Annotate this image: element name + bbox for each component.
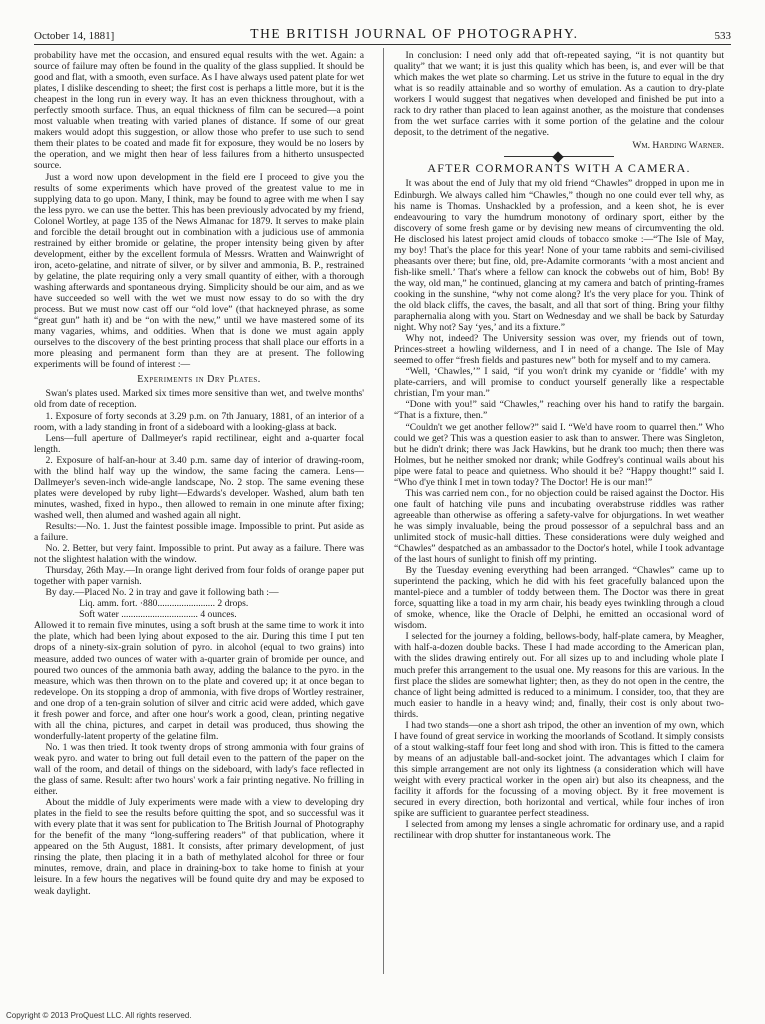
paragraph: About the middle of July experiments were made with a view to developing dry plates in the field to see the results before quitting the spot, and so successful was it with every plate that it was sent for publication to The British Journal of Photography for the benefit of the many “long-suffering readers” of that publication, where it appeared on the 5th August, 1881. It consists, after primary development, of just rinsing the plate, then placing it in a bath of methylated alcohol for three or four minutes, remove, drain, and place in draining-box to take home to finish at your leisure. In a few hours the negatives will be found quite dry and may be exposed to weak daylight. bbox=[34, 797, 364, 897]
paragraph: Allowed it to remain five minutes, using a soft brush at the same time to work it into the plate, which had been lying about exposed to the air. During this time I put ten drops of a ninety-six-grain solution of pyro. in alcohol (equal to two grains) into measure, added two ounces of water with a-quarter grain of bromide per ounce, and poured two ounces of the ammonia bath away, adding the balance to the pyro. in the measure, which was then thrown on to the plate and covered up; it at once began to redevelope. On its stopping a drop of ammonia, with five drops of Wortley restrainer, and one drop of a ten-grain solution of silver and citric acid were added, which gave it fresh power and force, and after one hour's work a good, clean, printing negative with all the china, pictures, and carpet in detail was produced, thus showing the wonderfully-latent property of the gelatine film. bbox=[34, 620, 364, 742]
paragraph: 1. Exposure of forty seconds at 3.29 p.m. on 7th January, 1881, of an interior of a room, with a lady standing in front of a sideboard with a looking-glass at back. bbox=[34, 410, 364, 433]
paragraph: Results:—No. 1. Just the faintest possible image. Impossible to print. Put aside as a failure. bbox=[34, 520, 364, 544]
column-divider bbox=[383, 48, 384, 974]
right-column bbox=[394, 50, 724, 975]
paragraph: 2. Exposure of half-an-hour at 3.40 p.m. same day of interior of drawing-room, with the blind half way up the window, the same facing the camera. Lens—Dallmeyer's seven-inch wide-angle landscape, No. 2 stop. The same evening these plates were developed by ruby light—Edwards's developer. Washed, alum bath ten minutes, washed, fixed in hypo., then allowed to remain in one minute after fixing; washed well, then alumed and washed again all night. bbox=[34, 454, 364, 521]
article-headline: AFTER CORMORANTS WITH A CAMERA. bbox=[427, 161, 691, 176]
recipe-line: Liq. amm. fort. ·880........................ 2 drops. bbox=[79, 598, 249, 610]
paragraph: By day.—Placed No. 2 in tray and gave it following bath :— bbox=[45, 587, 279, 599]
paragraph: Why not, indeed? The University session was over, my friends out of town, Princes-street a howling wilderness, and I in need of a change. The Isle of May seemed to offer “fresh fields and pastures new” both for myself and to my camera. bbox=[394, 333, 724, 367]
header-date: October 14, 1881] bbox=[34, 30, 115, 42]
header-title: THE BRITISH JOURNAL OF PHOTOGRAPHY. bbox=[250, 26, 579, 41]
paragraph: Thursday, 26th May.—In orange light derived from four folds of orange paper put together with paper varnish. bbox=[34, 565, 364, 588]
recipe-line: Soft water ................................ 4 ounces. bbox=[79, 609, 237, 621]
paragraph: By the Tuesday evening everything had been arranged. “Chawles” came up to superintend the packing, which he did with his feet gracefully balanced upon the mantel-piece and a tumbler of toddy between them. The Doctor was there in great force, squatting like a toad in my arm chair, his beady eyes twinkling through a cloud of smoke, whence, like the Oracle of Delphi, he emitted an occasional word of wisdom. bbox=[394, 565, 724, 632]
paragraph: “Well, ‘Chawles,’” I said, “if you won't drink my cyanide or ‘fiddle’ with my plate-carriers, and will promise to conduct yourself generally like a respectable christian, I'm your man.” bbox=[394, 366, 724, 400]
paragraph: In conclusion: I need only add that oft-repeated saying, “it is not quantity but quality” that we want; it is just this quality which has been, is, and ever will be that which makes the wet plate so charming. Let us strive in the future to equal in the dry what is so readily attainable and so worthy of emulation. As a caution to dry-plate workers I would suggest that negatives when developed and finished be put into a rack to dry rather than placed to lean against another, as the moisture that condenses from the wet surface carries with it some portion of the gelatine and the colour deposit, to the detriment of the negative. bbox=[394, 50, 724, 139]
ornament-divider bbox=[504, 156, 614, 157]
paragraph: No. 1 was then tried. It took twenty drops of strong ammonia with four grains of weak pyro. and water to bring out full detail even to the pattern of the paper on the wall of the room, and detail of things on the sideboard, with lady's face reflected in the glass of same. Result: after two hours' work a fair printing negative. No frilling in either. bbox=[34, 741, 364, 798]
paragraph: probability have met the occasion, and ensured equal results with the wet. Again: a source of failure may often be found in the quality of the glass supplied. It should be good and flat, with a smooth, even surface. As I have always used patent plate for wet plates, I dislike descending to sheet; the first cost is perhaps a little more, but it is the cheapest in the long run in every way. It has an even thickness throughout, with a perfectly smooth surface. Thus, an equal thickness of film can be secured—a point most valuable when treating with varied planes of distance. If some of our great makers would adopt this suggestion, or allow those who prefer to use such to send them their plates to be coated and made fit for exposure, they would be no losers by the operation, and we might then hear of less failures from a hitherto unsuspected source. bbox=[34, 50, 364, 172]
paragraph: “Done with you!” said “Chawles,” reaching over his hand to ratify the bargain. “That is a fixture, then.” bbox=[394, 399, 724, 422]
running-header bbox=[34, 20, 731, 45]
paragraph: Lens—full aperture of Dallmeyer's rapid rectilinear, eight and a-quarter focal length. bbox=[34, 432, 364, 455]
paragraph: This was carried nem con., for no objection could be raised against the Doctor. His one fault of hatching vile puns and incubating overabstruse riddles was rather agreeable than otherwise as offering a safety-valve for objurgations. In wet weather he was simply invaluable, being the proud possessor of a sepulchral bass and an unlimited stock of music-hall ditties. These considerations were duly weighed and “Chawles” despatched as an ambassador to the Doctor's hotel, while I took advantage of the last hours of sunlight to finish off my printing. bbox=[394, 487, 724, 566]
paragraph: I selected for the journey a folding, bellows-body, half-plate camera, by Meagher, with half-a-dozen double backs. These I had made according to the American plan, with the slides drawing entirely out. For all sizes up to and including whole plate I much prefer this arrangement to the usual one. My reasons for this are various. In the first place the slides are somewhat lighter; then, as they do not open in the centre, the chance of light being admitted is reduced to a minimum. I consider, too, that they are much easier to handle in a heavy wind; and, finally, their cost is only about two-thirds. bbox=[394, 631, 724, 720]
copyright-footer: Copyright © 2013 ProQuest LLC. All rights reserved. bbox=[6, 1011, 192, 1020]
paragraph: I had two stands—one a short ash tripod, the other an invention of my own, which I have found of great service in working the moorlands of Scotland. It simply consists of a stout walking-staff four feet long and shod with iron. This is fitted to the camera by means of an adjustable ball-and-socket joint. The advantages which I claim for this simple arrangement are not only its lightness (a consideration which will have weight with every practical worker in the open air) but also its cheapness, and the facility it affords for the focussing of a moving object. By it free movement is secured in every direction, both horizontal and vertical, while four inches of iron spike are sufficient to guarantee perfect steadiness. bbox=[394, 719, 724, 820]
paragraph: I selected from among my lenses a single achromatic for ordinary use, and a rapid rectilinear with drop shutter for instantaneous work. The bbox=[394, 819, 724, 842]
left-column bbox=[34, 50, 364, 975]
author-signature: Wm. Harding Warner. bbox=[632, 140, 724, 152]
paragraph: Just a word now upon development in the field ere I proceed to give you the results of some experiments which have proved of the greatest value to me in supplying data to go upon. Many, I think, may be found to agree with me when I say the less pyro. we can use the better. This has been previously advocated by my friend, Colonel Wortley, at page 135 of the News Almanac for 1879. It serves to make plain and forcible the detail brought out in combination with a judicious use of ammonia restrained by either bromide or gelatine, the proper intensity being given by after development, either by the excellent formula of Messrs. Wratten and Wainwright of iron, aceto-gelatine, and nitrate of silver, or by silver and ammonia, B. P., restrained by gelatine, the plate requiring only a very small quantity of either, with a thorough washing afterwards and spontaneous drying. Simplicity should be our aim, and as we have succeeded so well with the wet we must now essay to do so with the dry process. But we must now cast off our “old love” (that hackneyed phrase, as some “great gun” hath it) and be “on with the new,” until we have mastered some of its many vagaries, whims, and oddities. When that is done we must again apply ourselves to the discovery of the best printing process that shall place our efforts in a more pleasing and permanent form than they are at present. The following experiments will be found of interest :— bbox=[34, 171, 364, 371]
paragraph: “Couldn't we get another fellow?” said I. “We'd have room to quarrel then.” Who could we get? This was a question easier to ask than to answer. There was Singleton, but he didn't drink; there was Jack Hawkins, but he drank too much; then there was Holmes, but he neither smoked nor drank; while Godfrey's continual wails about his pipe were fatal to peace and quietness. Who should it be? “Happy thought!” said I. “Who d'ye think I met in town today? The Doctor! He is our man!” bbox=[394, 421, 724, 488]
section-subheading: Experiments in Dry Plates. bbox=[137, 374, 261, 386]
paragraph: No. 2. Better, but very faint. Impossible to print. Put away as a failure. There was not the slightest halation with the window. bbox=[34, 543, 364, 566]
paragraph: It was about the end of July that my old friend “Chawles” dropped in upon me in Edinburgh. We always called him “Chawles,” though no one could ever tell why, as his name is Thomas. Unshackled by a profession, and a keen shot, he is ever endeavouring to vary the humdrum monotony of ordinary sport, either by the discovery of some fresh game or by devising new means of circumventing the old. He disclosed his latest project amid clouds of tobacco smoke :—“The Isle of May, my boy! That's the place for this year! None of your tame rabbits and semi-civilised pheasants over there; but fine, old, pre-Adamite cormorants ‘with a most ancient and fish-like smell.’ That's where a fellow can knock the cobwebs out of him, Bob! By the way, old man,” he continued, glancing at my camera and batch of printing-frames cooking in the sunshine, “why not come along? It's the very place for you. Think of the old black cliffs, the caves, the basalt, and all that sort of thing. Bring your filthy paraphernalia along with you. Start on Wednesday and we shall be back by Saturday night. Why not? Say ‘yes,’ and its a fixture.” bbox=[394, 178, 724, 334]
page-number: 533 bbox=[714, 30, 731, 42]
paragraph: Swan's plates used. Marked six times more sensitive than wet, and twelve months' old from date of reception. bbox=[34, 388, 364, 411]
